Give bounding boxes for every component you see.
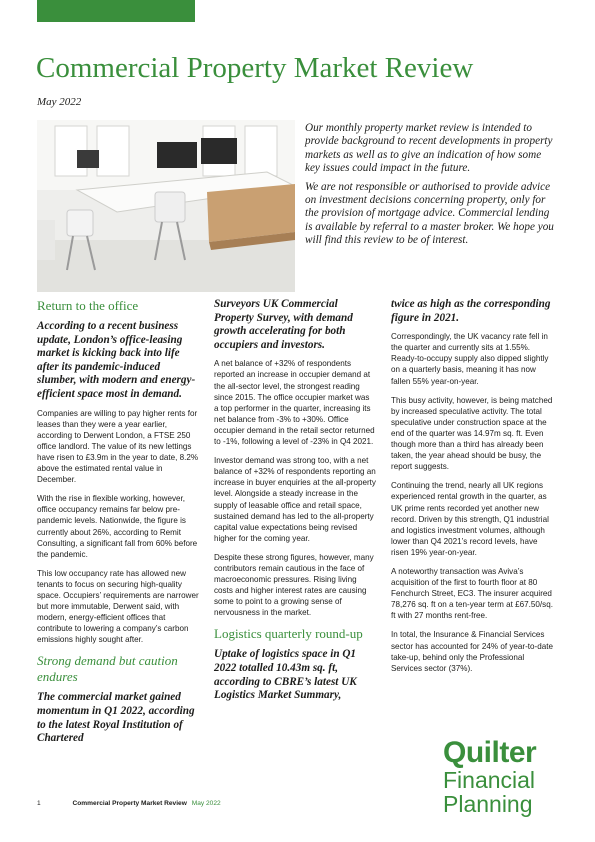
intro-paragraph: Our monthly property market review is intended to provide background to recent developments in property markets as well as to give an indication of how some key issues could impact in the future. bbox=[305, 122, 553, 175]
footer-date: May 2022 bbox=[191, 800, 221, 807]
body-paragraph: In total, the Insurance & Financial Services sector has accounted for 24% of year-to-date take-up, behind only the Professional Services sector (37%). bbox=[391, 630, 553, 673]
page-number: 1 bbox=[37, 800, 41, 807]
body-paragraph: This busy activity, however, is being matched by increased speculative activity. The total speculative under construction space at the end of the quarter was 14.97m sq. ft. Even though more than a third has already been taken, the year ahead should be busy, the report suggests. bbox=[391, 395, 553, 472]
section-heading: Return to the office bbox=[37, 298, 139, 313]
body-paragraph: Companies are willing to pay higher rents for leases than they were a year earlier, according to Derwent London, a FTSE 250 office landlord. The value of its new lettings have risen to £3.9m in the year to date, 8.2% above the estimated rental value in December. bbox=[37, 408, 199, 485]
body-paragraph: A noteworthy transaction was Aviva’s acquisition of the first to fourth floor at 80 Fenchurch Street, EC3. The insurer acquired 78,276 sq. ft on a ten-year term at £67.50/sq. ft with 27 months rent-free. bbox=[391, 566, 553, 621]
body-paragraph: Continuing the trend, nearly all UK regions experienced rental growth in the quarter, as UK prime rents recorded yet another new record. Driven by this strength, Q1 industrial and logistics investment volumes, although lower than Q4 2021’s record levels, have risen 19% year-on-year. bbox=[391, 481, 549, 557]
intro bbox=[305, 122, 555, 253]
column-1 bbox=[37, 298, 199, 752]
lead-paragraph: Uptake of logistics space in Q1 2022 totalled 10.43m sq. ft, according to CBRE’s latest UK Logistics Market Summary, bbox=[214, 648, 357, 702]
body-paragraph: Investor demand was strong too, with a net balance of +32% of respondents reporting an increase in buyer enquiries at the all-property level. Alongside a steady increase in the supply of leasable office and retail space, sustained demand has led to the all-property capital value expectations being revised higher for the coming year. bbox=[214, 456, 376, 543]
header-accent-bar bbox=[37, 0, 195, 22]
column-3 bbox=[391, 298, 553, 682]
page-footer bbox=[37, 800, 221, 807]
logo-line: Planning bbox=[443, 791, 533, 817]
column-2 bbox=[214, 298, 376, 709]
quilter-logo bbox=[443, 738, 573, 816]
logo-line: Quilter bbox=[443, 736, 537, 769]
lead-paragraph: twice as high as the corresponding figure in 2021. bbox=[391, 298, 551, 324]
logo-line: Financial bbox=[443, 767, 536, 793]
body-paragraph: A net balance of +32% of respondents reported an increase in occupier demand at the all-sector level, the strongest reading since 2015. The office occupier market was a top performer in the quarter, increasing its net balance from -3% to +30%. Office occupier demand in the retail sector returned to -1%, following a level of -23% in Q4 2021. bbox=[214, 359, 375, 447]
footer-title: Commercial Property Market Review bbox=[72, 800, 187, 807]
lead-paragraph: The commercial market gained momentum in Q1 2022, according to the latest Royal Institution of Chartered bbox=[37, 691, 195, 745]
intro-paragraph: We are not responsible or authorised to provide advice on investment decisions concerning property, only for the provision of mortgage advice. Commercial lending is available by referral to a master broker. We hope you will find this review to be of interest. bbox=[305, 180, 554, 247]
body-paragraph: Despite these strong figures, however, many contributors remain cautious in the face of macroeconomic pressures. Rising living costs and higher interest rates are causing some to point to a growing sense of nervousness in the market. bbox=[214, 552, 374, 618]
lead-paragraph: Surveyors UK Commercial Property Survey, with demand growth accelerating for both occupiers and investors. bbox=[214, 298, 353, 351]
body-paragraph: With the rise in flexible working, however, office occupancy remains far below pre-pandemic levels. Nationwide, the figure is currently about 26%, according to Remit Consulting, a significant fall from 60% before the pandemic. bbox=[37, 494, 198, 559]
section-heading: Strong demand but caution endures bbox=[37, 653, 178, 685]
issue-date: May 2022 bbox=[37, 96, 82, 108]
lead-paragraph: According to a recent business update, London’s office-leasing market is kicking back into life after its pandemic-induced slumber, with modern and energy-efficient space most in demand. bbox=[37, 320, 196, 400]
section-heading: Logistics quarterly round-up bbox=[214, 626, 363, 642]
body-paragraph: Correspondingly, the UK vacancy rate fell in the quarter and currently sits at 1.55%. Ready-to-occupy supply also dipped slightly on a quarterly basis, meaning it has now fallen 55% year-on-year. bbox=[391, 332, 549, 386]
page-title: Commercial Property Market Review bbox=[36, 52, 474, 84]
body-paragraph: This low occupancy rate has allowed new tenants to focus on securing high-quality space. Occupiers’ requirements are narrower but more immutable, Derwent said, with modern, energy-efficient offices that contribute to lowering a company’s carbon emissions highly sought after. bbox=[37, 568, 199, 645]
office-photo-icon bbox=[37, 120, 295, 292]
